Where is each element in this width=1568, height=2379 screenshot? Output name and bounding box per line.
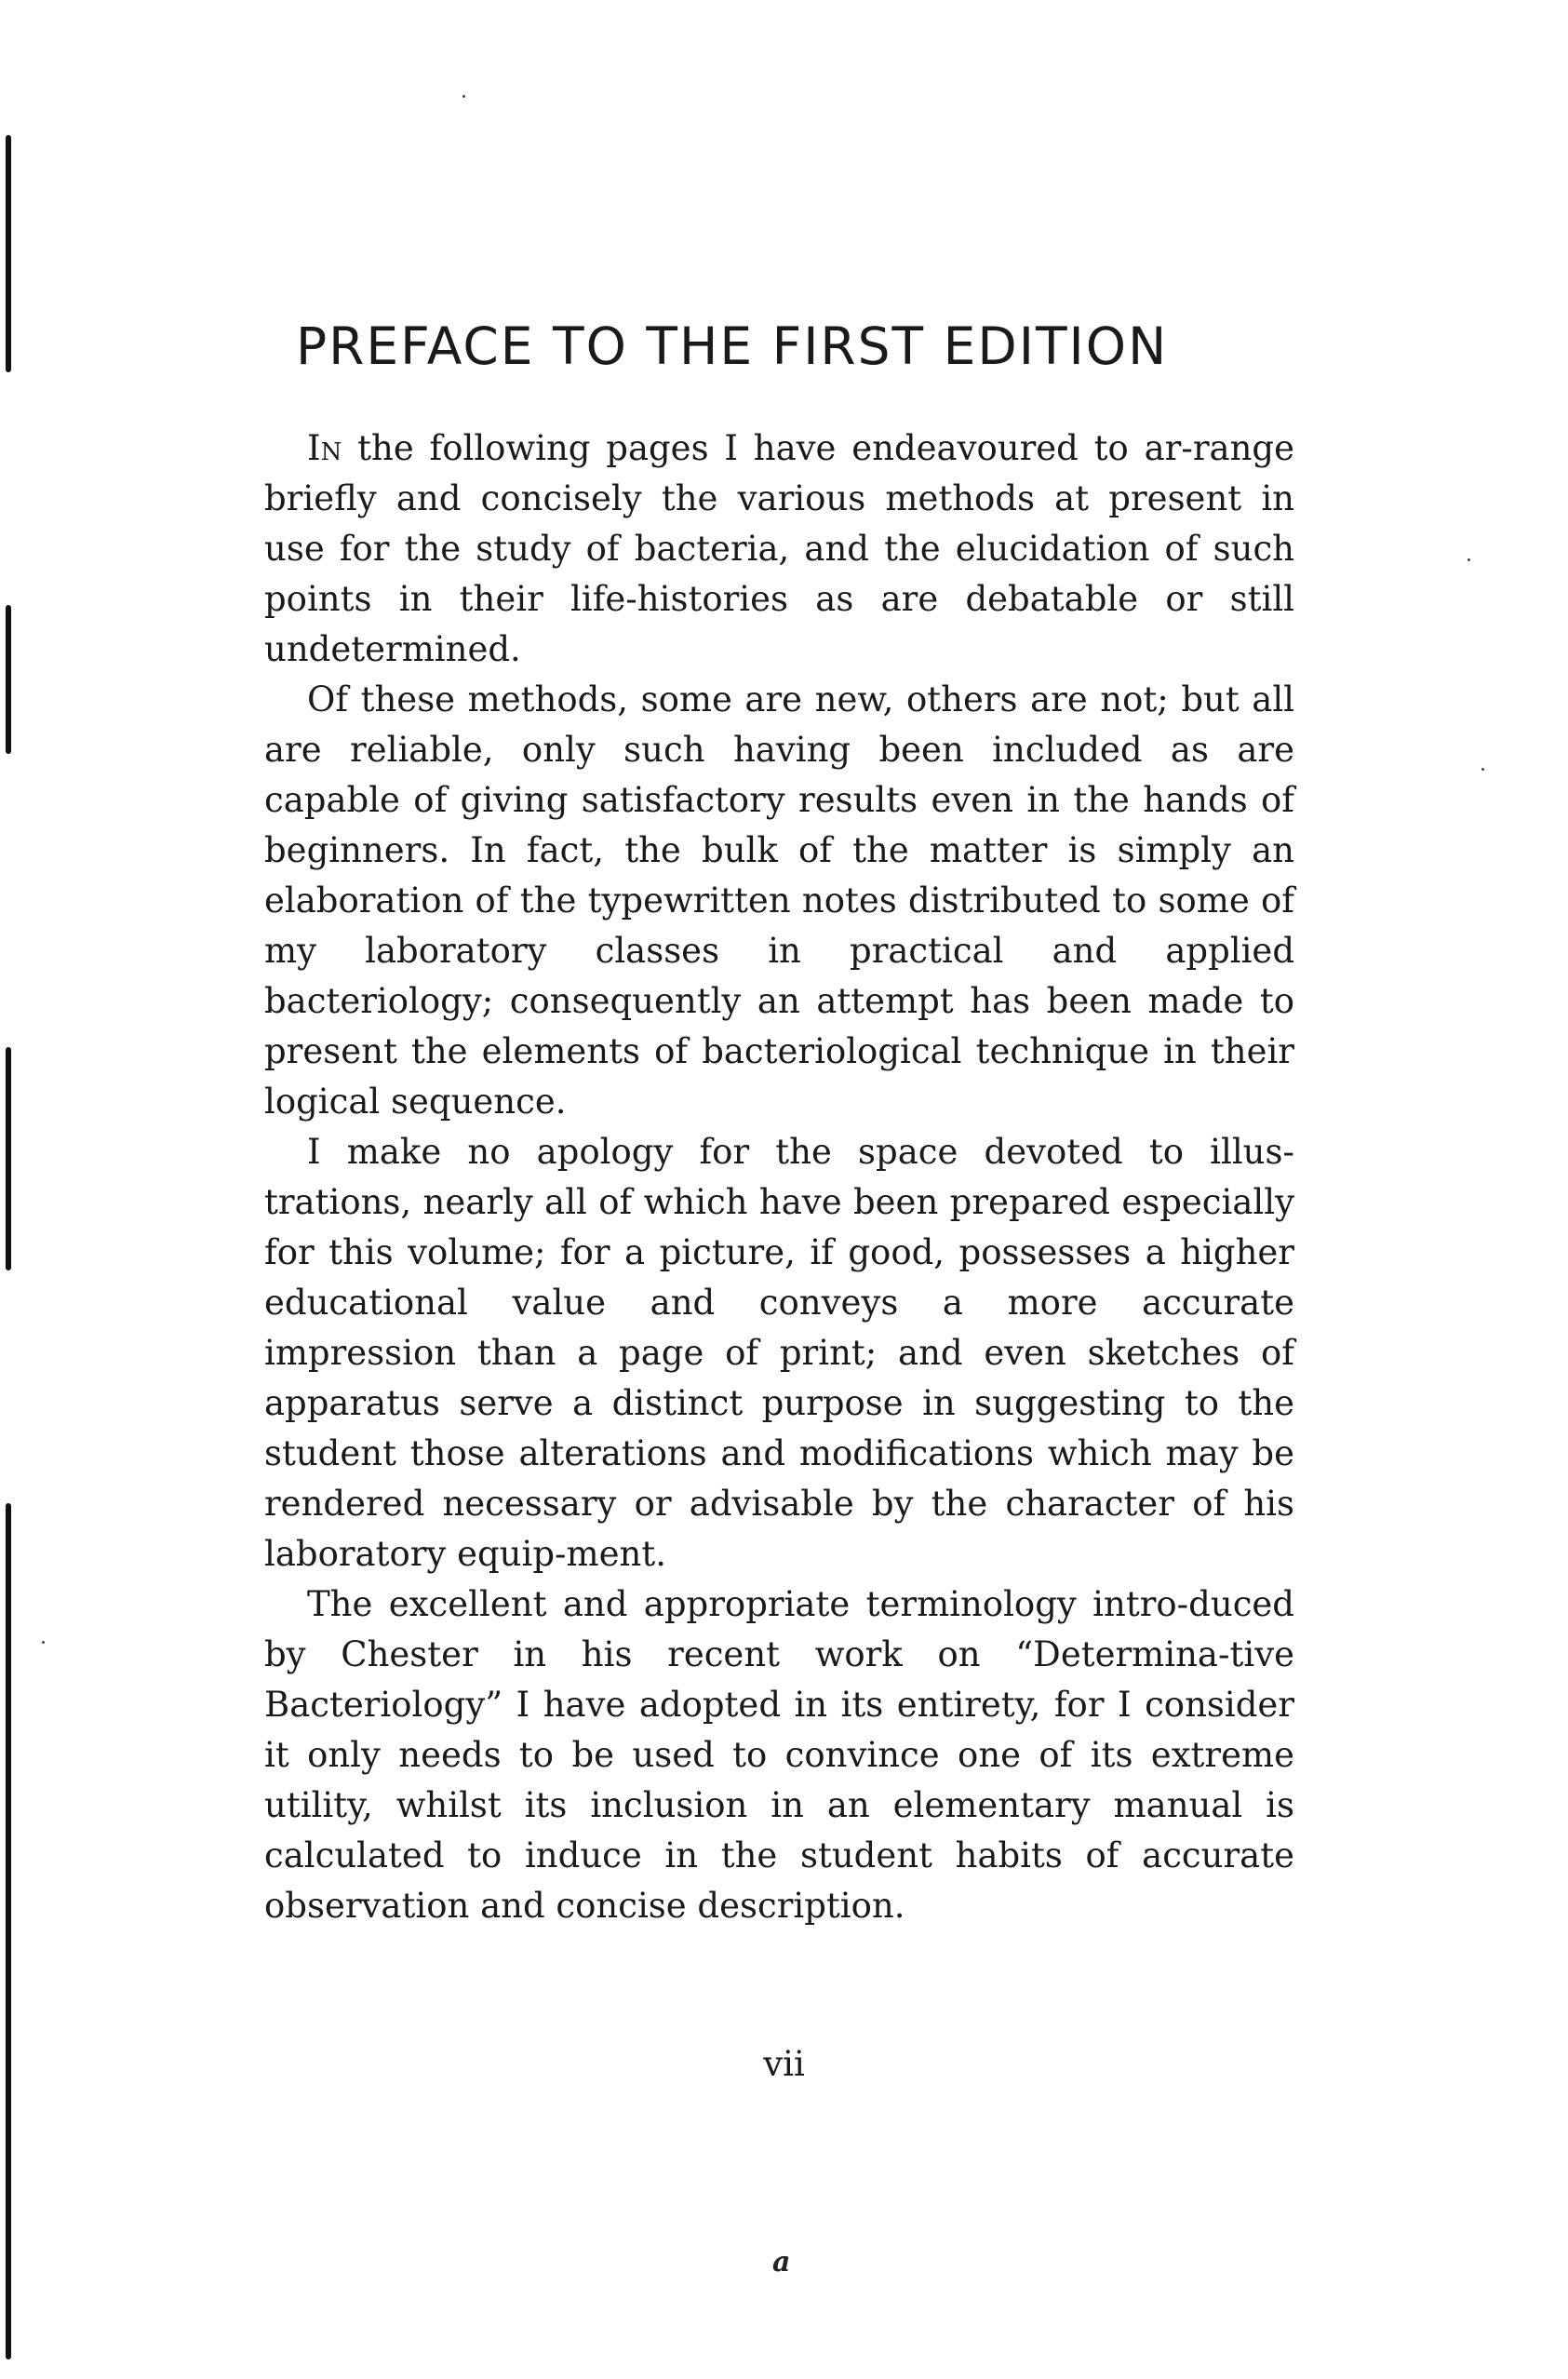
paragraph: I make no apology for the space devoted to illus-trations, nearly all of which have been prepared especially for this volume; for a picture, if good, possesses a higher educational value and conveys a more accurate impression than a page of print; and even sketches of apparatus serve a distinct purpose in suggesting to the student those alterations and modifications which may be rendered necessary or advisable by the character of his laboratory equip-ment. — [264, 1132, 1294, 1574]
paragraph-text: the following pages I have endeavoured to ar-range briefly and concisely the various methods at present in use for the study of bacteria, and the elucidation of such points in their life-histories as are debatable or still undetermined. — [264, 428, 1294, 669]
preface-body — [264, 423, 1294, 1931]
scan-speck — [42, 1641, 45, 1644]
scan-edge-mark — [6, 605, 11, 754]
paragraph-lead: In — [307, 428, 342, 468]
paragraph: Of these methods, some are new, others are not; but all are reliable, only such having been included as are capable of giving satisfactory results even in the hands of beginners. In fact, the bulk of the matter is simply an elaboration of the typewritten notes distributed to some of my laboratory classes in practical and applied bacteriology; consequently an attempt has been made to present the elements of bacteriological technique in their logical sequence. — [264, 679, 1294, 1122]
page-title: PREFACE TO THE FIRST EDITION — [296, 316, 1169, 376]
scan-speck — [1481, 768, 1484, 771]
paragraph: The excellent and appropriate terminology intro-duced by Chester in his recent work on “Determina-tive Bacteriology” I have adopted in its entirety, for I consider it only needs to be used to convince one of its extreme utility, whilst its inclusion in an elementary manual is calculated to induce in the student habits of accurate observation and concise description. — [264, 1584, 1294, 1926]
signature-mark: a — [772, 2246, 791, 2278]
scan-edge-mark — [6, 135, 11, 372]
page-number: vii — [763, 2044, 805, 2084]
scan-edge-mark — [6, 1047, 11, 1270]
scan-speck — [462, 95, 465, 98]
paragraph — [264, 423, 1294, 675]
scan-speck — [1467, 558, 1470, 561]
scan-edge-mark — [6, 1503, 11, 2359]
